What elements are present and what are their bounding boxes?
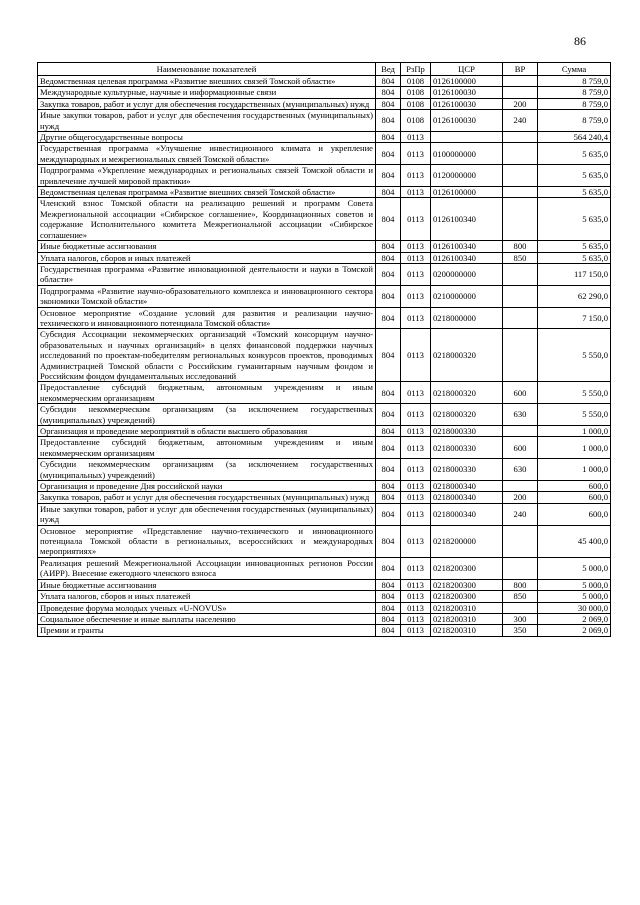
cell-vr (503, 132, 538, 143)
cell-ved: 804 (376, 579, 401, 590)
cell-name: Подпрограмма «Развитие научно-образовательного комплекса и инновационного сектора экономики Томской области» (38, 285, 376, 307)
cell-ved: 804 (376, 76, 401, 87)
cell-ved: 804 (376, 263, 401, 285)
cell-ved: 804 (376, 329, 401, 382)
table-row (38, 143, 611, 165)
cell-sum: 5 635,0 (538, 241, 611, 252)
cell-sum: 564 240,4 (538, 132, 611, 143)
cell-sum: 1 000,0 (538, 426, 611, 437)
header-csr: ЦСР (431, 63, 503, 76)
cell-name: Членский взнос Томской области на реализацию решений и программ Совета Межрегиональной ассоциации «Сибирское соглашение», Координационных советов и содержание Исполнительного комитета Межрегиональной ассоциации «Сибирское соглашение» (38, 198, 376, 241)
cell-sum: 5 635,0 (538, 165, 611, 187)
cell-csr: 0210000000 (431, 285, 503, 307)
cell-vr: 200 (503, 492, 538, 503)
cell-name: Иные бюджетные ассигнования (38, 241, 376, 252)
cell-csr: 0218000320 (431, 382, 503, 404)
cell-ved: 804 (376, 625, 401, 636)
cell-name: Проведение форума молодых ученых «U-NOVUS» (38, 602, 376, 613)
cell-rzpr: 0113 (401, 525, 431, 557)
cell-sum: 5 635,0 (538, 187, 611, 198)
cell-rzpr: 0113 (401, 481, 431, 492)
cell-rzpr: 0113 (401, 307, 431, 329)
cell-name: Субсидия Ассоциации некоммерческих организаций «Томский консорциум научно-образовательных и научных организаций» в целях финансовой поддержки научных исследований по проектам-победителям региональных конкурсов проектов, проводимых Администрацией Томской области с Российским гуманитарным научным фондом и Российским фондом фундаментальных исследований (38, 329, 376, 382)
cell-name: Социальное обеспечение и иные выплаты населению (38, 613, 376, 624)
cell-name: Иные бюджетные ассигнования (38, 579, 376, 590)
table-row (38, 87, 611, 98)
table-header-row (38, 63, 611, 76)
cell-vr: 350 (503, 625, 538, 636)
cell-csr: 0120000000 (431, 165, 503, 187)
cell-name: Ведомственная целевая программа «Развитие внешних связей Томской области» (38, 187, 376, 198)
header-name: Наименование показателей (38, 63, 376, 76)
table-row (38, 165, 611, 187)
cell-csr: 0126100030 (431, 110, 503, 132)
table-row (38, 613, 611, 624)
cell-name: Иные закупки товаров, работ и услуг для обеспечения государственных (муниципальных) нужд (38, 110, 376, 132)
table-row (38, 263, 611, 285)
cell-rzpr: 0113 (401, 263, 431, 285)
cell-csr: 0126100000 (431, 187, 503, 198)
cell-ved: 804 (376, 87, 401, 98)
cell-vr: 600 (503, 382, 538, 404)
table-row (38, 492, 611, 503)
cell-sum: 5 550,0 (538, 329, 611, 382)
table-row (38, 625, 611, 636)
cell-sum: 5 635,0 (538, 143, 611, 165)
cell-rzpr: 0113 (401, 625, 431, 636)
cell-ved: 804 (376, 187, 401, 198)
cell-name: Уплата налогов, сборов и иных платежей (38, 591, 376, 602)
cell-rzpr: 0113 (401, 382, 431, 404)
cell-rzpr: 0113 (401, 285, 431, 307)
cell-ved: 804 (376, 165, 401, 187)
cell-rzpr: 0113 (401, 241, 431, 252)
cell-name: Субсидии некоммерческим организациям (за исключением государственных (муниципальных) учреждений) (38, 459, 376, 481)
cell-csr: 0218200310 (431, 602, 503, 613)
cell-csr: 0218200000 (431, 525, 503, 557)
cell-csr: 0126100340 (431, 241, 503, 252)
cell-rzpr: 0113 (401, 591, 431, 602)
cell-vr: 240 (503, 110, 538, 132)
cell-csr: 0218000000 (431, 307, 503, 329)
cell-name: Предоставление субсидий бюджетным, автономным учреждениям и иным некоммерческим организациям (38, 382, 376, 404)
cell-csr: 0218200300 (431, 579, 503, 590)
cell-csr: 0218200310 (431, 625, 503, 636)
cell-sum: 2 069,0 (538, 625, 611, 636)
cell-vr: 300 (503, 613, 538, 624)
cell-vr (503, 187, 538, 198)
cell-name: Закупка товаров, работ и услуг для обеспечения государственных (муниципальных) нужд (38, 492, 376, 503)
cell-vr: 240 (503, 503, 538, 525)
cell-rzpr: 0113 (401, 329, 431, 382)
table-row (38, 252, 611, 263)
cell-name: Организация и проведение мероприятий в области высшего образования (38, 426, 376, 437)
cell-name: Уплата налогов, сборов и иных платежей (38, 252, 376, 263)
cell-name: Государственная программа «Улучшение инвестиционного климата и укрепление международных и межрегиональных связей Томской области» (38, 143, 376, 165)
cell-ved: 804 (376, 613, 401, 624)
cell-sum: 1 000,0 (538, 437, 611, 459)
table-row (38, 285, 611, 307)
cell-csr: 0126100340 (431, 198, 503, 241)
cell-sum: 30 000,0 (538, 602, 611, 613)
cell-vr: 850 (503, 591, 538, 602)
cell-ved: 804 (376, 459, 401, 481)
cell-rzpr: 0113 (401, 132, 431, 143)
header-sum: Сумма (538, 63, 611, 76)
cell-vr (503, 525, 538, 557)
cell-sum: 5 000,0 (538, 591, 611, 602)
cell-vr: 200 (503, 98, 538, 109)
cell-name: Подпрограмма «Укрепление международных и региональных связей Томской области и привлечение лучшей мировой практики» (38, 165, 376, 187)
cell-rzpr: 0113 (401, 143, 431, 165)
cell-rzpr: 0113 (401, 437, 431, 459)
cell-ved: 804 (376, 503, 401, 525)
cell-sum: 5 635,0 (538, 252, 611, 263)
cell-rzpr: 0113 (401, 492, 431, 503)
cell-rzpr: 0108 (401, 76, 431, 87)
cell-rzpr: 0113 (401, 613, 431, 624)
cell-vr: 600 (503, 437, 538, 459)
cell-csr: 0126100000 (431, 76, 503, 87)
cell-ved: 804 (376, 525, 401, 557)
cell-rzpr: 0113 (401, 602, 431, 613)
cell-sum: 5 550,0 (538, 382, 611, 404)
cell-vr (503, 602, 538, 613)
cell-ved: 804 (376, 426, 401, 437)
cell-rzpr: 0113 (401, 426, 431, 437)
cell-csr: 0218000340 (431, 481, 503, 492)
cell-csr: 0100000000 (431, 143, 503, 165)
cell-name: Организация и проведение Дня российской науки (38, 481, 376, 492)
cell-vr (503, 198, 538, 241)
cell-rzpr: 0108 (401, 87, 431, 98)
cell-name: Иные закупки товаров, работ и услуг для обеспечения государственных (муниципальных) нужд (38, 503, 376, 525)
cell-csr: 0218000320 (431, 329, 503, 382)
table-row (38, 329, 611, 382)
cell-rzpr: 0113 (401, 187, 431, 198)
table-row (38, 426, 611, 437)
cell-sum: 2 069,0 (538, 613, 611, 624)
table-row (38, 241, 611, 252)
table-row (38, 591, 611, 602)
table-row (38, 459, 611, 481)
cell-rzpr: 0113 (401, 198, 431, 241)
budget-table (37, 62, 611, 637)
table-row (38, 382, 611, 404)
table-row (38, 437, 611, 459)
cell-vr: 800 (503, 241, 538, 252)
cell-vr (503, 285, 538, 307)
cell-sum: 1 000,0 (538, 459, 611, 481)
cell-ved: 804 (376, 591, 401, 602)
cell-rzpr: 0108 (401, 110, 431, 132)
cell-csr: 0126100340 (431, 252, 503, 263)
cell-csr: 0218200310 (431, 613, 503, 624)
cell-sum: 8 759,0 (538, 87, 611, 98)
table-row (38, 481, 611, 492)
cell-csr: 0218000320 (431, 404, 503, 426)
cell-sum: 5 000,0 (538, 579, 611, 590)
table-row (38, 404, 611, 426)
cell-ved: 804 (376, 143, 401, 165)
page-number: 86 (574, 34, 586, 48)
table-row (38, 525, 611, 557)
cell-ved: 804 (376, 285, 401, 307)
cell-name: Государственная программа «Развитие инновационной деятельности и науки в Томской области» (38, 263, 376, 285)
cell-sum: 117 150,0 (538, 263, 611, 285)
cell-ved: 804 (376, 307, 401, 329)
cell-name: Реализация решений Межрегиональной Ассоциации инновационных регионов России (АИРР). Внесение ежегодного членского взноса (38, 557, 376, 579)
cell-vr (503, 307, 538, 329)
cell-csr: 0218200300 (431, 591, 503, 602)
table-row (38, 187, 611, 198)
cell-sum: 8 759,0 (538, 98, 611, 109)
cell-ved: 804 (376, 492, 401, 503)
cell-sum: 600,0 (538, 503, 611, 525)
cell-rzpr: 0113 (401, 252, 431, 263)
table-row (38, 557, 611, 579)
cell-name: Другие общегосударственные вопросы (38, 132, 376, 143)
header-vr: ВР (503, 63, 538, 76)
cell-sum: 5 635,0 (538, 198, 611, 241)
cell-sum: 62 290,0 (538, 285, 611, 307)
cell-sum: 5 000,0 (538, 557, 611, 579)
table-row (38, 579, 611, 590)
cell-vr (503, 263, 538, 285)
cell-name: Закупка товаров, работ и услуг для обеспечения государственных (муниципальных) нужд (38, 98, 376, 109)
cell-name: Ведомственная целевая программа «Развитие внешних связей Томской области» (38, 76, 376, 87)
cell-sum: 8 759,0 (538, 76, 611, 87)
cell-csr (431, 132, 503, 143)
cell-vr (503, 76, 538, 87)
cell-vr (503, 481, 538, 492)
cell-vr: 850 (503, 252, 538, 263)
cell-csr: 0218000330 (431, 437, 503, 459)
cell-vr (503, 557, 538, 579)
cell-name: Основное мероприятие «Представление научно-технического и инновационного потенциала Томской области в региональных, всероссийских и международных мероприятиях» (38, 525, 376, 557)
table-row (38, 198, 611, 241)
cell-sum: 45 400,0 (538, 525, 611, 557)
cell-ved: 804 (376, 437, 401, 459)
cell-csr: 0218000330 (431, 459, 503, 481)
cell-sum: 600,0 (538, 492, 611, 503)
cell-sum: 600,0 (538, 481, 611, 492)
cell-ved: 804 (376, 602, 401, 613)
cell-ved: 804 (376, 110, 401, 132)
table-row (38, 307, 611, 329)
cell-csr: 0218000340 (431, 492, 503, 503)
cell-ved: 804 (376, 132, 401, 143)
table-row (38, 602, 611, 613)
cell-ved: 804 (376, 557, 401, 579)
cell-sum: 5 550,0 (538, 404, 611, 426)
cell-vr (503, 143, 538, 165)
table-row (38, 98, 611, 109)
cell-rzpr: 0113 (401, 165, 431, 187)
header-rzpr: РзПр (401, 63, 431, 76)
cell-ved: 804 (376, 382, 401, 404)
cell-rzpr: 0113 (401, 404, 431, 426)
cell-rzpr: 0113 (401, 579, 431, 590)
cell-rzpr: 0113 (401, 557, 431, 579)
cell-vr: 630 (503, 404, 538, 426)
cell-ved: 804 (376, 241, 401, 252)
header-ved: Вед (376, 63, 401, 76)
cell-csr: 0126100030 (431, 87, 503, 98)
cell-vr (503, 426, 538, 437)
cell-ved: 804 (376, 98, 401, 109)
cell-ved: 804 (376, 252, 401, 263)
table-row (38, 132, 611, 143)
cell-ved: 804 (376, 481, 401, 492)
cell-ved: 804 (376, 404, 401, 426)
table-row (38, 76, 611, 87)
cell-rzpr: 0113 (401, 503, 431, 525)
cell-ved: 804 (376, 198, 401, 241)
cell-csr: 0218000340 (431, 503, 503, 525)
cell-csr: 0218000330 (431, 426, 503, 437)
cell-name: Субсидии некоммерческим организациям (за исключением государственных (муниципальных) учреждений) (38, 404, 376, 426)
cell-csr: 0126100030 (431, 98, 503, 109)
cell-vr (503, 165, 538, 187)
cell-csr: 0218200300 (431, 557, 503, 579)
cell-vr (503, 87, 538, 98)
table-row (38, 503, 611, 525)
cell-vr: 800 (503, 579, 538, 590)
cell-name: Основное мероприятие «Создание условий для развития и реализации научно-технического и инновационного потенциала Томской области» (38, 307, 376, 329)
cell-name: Премии и гранты (38, 625, 376, 636)
table-body (38, 76, 611, 637)
cell-name: Международные культурные, научные и информационные связи (38, 87, 376, 98)
cell-sum: 8 759,0 (538, 110, 611, 132)
cell-rzpr: 0113 (401, 459, 431, 481)
table-row (38, 110, 611, 132)
cell-vr (503, 329, 538, 382)
cell-name: Предоставление субсидий бюджетным, автономным учреждениям и иным некоммерческим организациям (38, 437, 376, 459)
cell-rzpr: 0108 (401, 98, 431, 109)
cell-csr: 0200000000 (431, 263, 503, 285)
cell-vr: 630 (503, 459, 538, 481)
cell-sum: 7 150,0 (538, 307, 611, 329)
